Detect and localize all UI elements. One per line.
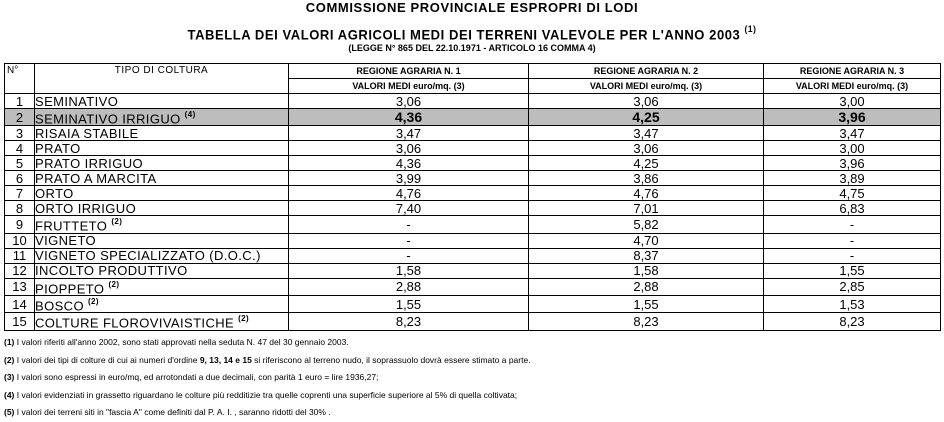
value-region-1: - xyxy=(289,216,529,233)
crop-note-ref: (2) xyxy=(238,314,250,324)
row-number: 8 xyxy=(5,201,35,216)
footnote-id: (4) xyxy=(4,389,15,400)
crop-type xyxy=(35,313,289,330)
table-row xyxy=(5,278,941,295)
table-row xyxy=(5,263,941,278)
table-row xyxy=(5,313,941,330)
table-title xyxy=(33,26,911,44)
crop-note-ref: (2) xyxy=(108,279,120,289)
commission-title: COMMISSIONE PROVINCIALE ESPROPRI DI LODI xyxy=(305,0,639,15)
footnote-3 xyxy=(4,369,940,387)
value-region-1: 4,36 xyxy=(289,156,529,171)
crop-type xyxy=(35,141,289,156)
row-number: 2 xyxy=(5,109,35,126)
footnote-text: I valori dei terreni siti in "fascia A" come definiti dal P. A. I. , saranno ridotti del 30% . xyxy=(16,407,331,417)
crop-type-label: COLTURE FLOROVIVAISTICHE xyxy=(35,315,235,331)
value-region-2: 5,82 xyxy=(529,216,764,233)
table-row xyxy=(5,141,941,156)
value-region-3: 3,00 xyxy=(764,94,941,109)
table-row xyxy=(5,171,941,186)
crop-type-label: PRATO IRRIGUO xyxy=(35,155,144,171)
table-row xyxy=(5,94,941,109)
title-note-ref: (1) xyxy=(744,24,757,34)
row-number: 9 xyxy=(5,216,35,233)
value-region-2: 3,06 xyxy=(529,94,764,109)
table-row xyxy=(5,216,941,233)
table-title-text: TABELLA DEI VALORI AGRICOLI MEDI DEI TERRENI VALEVOLE PER L'ANNO 2003 xyxy=(187,26,741,43)
crop-type xyxy=(35,186,289,201)
value-region-3: 3,96 xyxy=(764,109,941,126)
value-region-1: - xyxy=(289,248,529,263)
value-region-1: 4,36 xyxy=(289,109,529,126)
value-region-2: 3,06 xyxy=(529,141,764,156)
value-header-region-2: VALORI MEDI euro/mq. (3) xyxy=(529,79,764,94)
crop-type-label: RISAIA STABILE xyxy=(35,125,139,141)
table-row xyxy=(5,295,941,312)
value-region-2: 4,25 xyxy=(529,156,764,171)
value-region-3: 3,96 xyxy=(764,156,941,171)
value-region-1: - xyxy=(289,233,529,248)
footnote-text: I valori riferiti all'anno 2002, sono stati approvati nella seduta N. 47 del 30 gennaio 2003. xyxy=(16,337,349,347)
value-region-1: 3,06 xyxy=(289,94,529,109)
crop-type xyxy=(35,248,289,263)
crop-type xyxy=(35,201,289,216)
law-reference: (LEGGE N° 865 DEL 22.10.1971 - ARTICOLO 16 COMMA 4) xyxy=(348,43,596,53)
value-region-1: 1,58 xyxy=(289,263,529,278)
col-header-crop-type: TIPO DI COLTURA xyxy=(35,64,289,94)
value-region-1: 3,99 xyxy=(289,171,529,186)
value-region-2: 8,23 xyxy=(529,313,764,330)
value-region-2: 1,58 xyxy=(529,263,764,278)
footnote-1 xyxy=(4,334,940,352)
crop-note-ref: (4) xyxy=(184,110,196,119)
crop-type xyxy=(35,263,289,278)
value-region-3: - xyxy=(764,233,941,248)
footnote-text: I valori evidenziati in grassetto riguardano le colture più redditizie tra quelle coprenti una superficie superiore al 5% di quella coltivata; xyxy=(16,389,518,400)
footnote-id: (2) xyxy=(4,354,15,365)
value-region-1: 1,55 xyxy=(289,295,529,312)
value-region-3: 8,23 xyxy=(764,313,941,330)
value-region-3: 3,00 xyxy=(764,141,941,156)
row-number: 7 xyxy=(5,186,35,201)
row-number: 3 xyxy=(5,126,35,141)
footnote-id: (3) xyxy=(4,372,15,382)
value-region-2: 7,01 xyxy=(529,201,764,216)
col-header-region-1: REGIONE AGRARIA N. 1 xyxy=(289,64,529,79)
table-row xyxy=(5,126,941,141)
value-region-1: 2,88 xyxy=(289,278,529,295)
crop-type xyxy=(35,109,289,126)
row-number: 11 xyxy=(5,248,35,263)
value-region-2: 4,76 xyxy=(529,186,764,201)
row-number: 12 xyxy=(5,263,35,278)
value-region-1: 4,76 xyxy=(289,186,529,201)
footnote-2 xyxy=(4,352,940,370)
value-region-3: - xyxy=(764,248,941,263)
value-region-3: 6,83 xyxy=(764,201,941,216)
table-row xyxy=(5,156,941,171)
footnote-id: (5) xyxy=(4,407,15,417)
value-region-2: 3,86 xyxy=(529,171,764,186)
value-region-2: 4,70 xyxy=(529,233,764,248)
footnote-text: I valori dei tipi di colture di cui ai numeri d'ordine xyxy=(16,354,200,365)
footnote-text: I valori sono espressi in euro/mq, ed arrotondati a due decimali, con parità 1 euro = lire 1936,27; xyxy=(16,372,379,382)
row-number: 5 xyxy=(5,156,35,171)
value-region-1: 3,47 xyxy=(289,126,529,141)
crop-type-label: ORTO xyxy=(35,185,74,201)
crop-type xyxy=(35,171,289,186)
footnote-text-end: si riferiscono al terreno nudo, il soprassuolo dovrà essere stimato a parte. xyxy=(251,354,531,365)
crop-type xyxy=(35,295,289,312)
value-region-2: 2,88 xyxy=(529,278,764,295)
table-row xyxy=(5,186,941,201)
footnote-4 xyxy=(4,387,940,405)
row-number: 14 xyxy=(5,295,35,312)
table-row-highlighted xyxy=(5,109,941,126)
values-table xyxy=(4,63,941,331)
value-region-2: 4,25 xyxy=(529,109,764,126)
value-region-3: 3,89 xyxy=(764,171,941,186)
col-header-region-2: REGIONE AGRARIA N. 2 xyxy=(529,64,764,79)
table-row xyxy=(5,201,941,216)
value-region-2: 1,55 xyxy=(529,295,764,312)
value-region-1: 3,06 xyxy=(289,141,529,156)
value-header-region-3: VALORI MEDI euro/mq. (3) xyxy=(764,79,941,94)
crop-type-label: INCOLTO PRODUTTIVO xyxy=(35,263,188,279)
footnote-bold: 9, 13, 14 e 15 xyxy=(199,354,252,365)
crop-type xyxy=(35,216,289,233)
col-header-number: N° xyxy=(5,64,35,94)
crop-type xyxy=(35,278,289,295)
row-number: 13 xyxy=(5,278,35,295)
crop-type-label: FRUTTETO xyxy=(35,218,108,234)
crop-type-label: PIOPPETO xyxy=(35,280,105,296)
crop-type xyxy=(35,126,289,141)
value-region-1: 7,40 xyxy=(289,201,529,216)
value-region-2: 3,47 xyxy=(529,126,764,141)
row-number: 1 xyxy=(5,94,35,109)
col-header-region-3: REGIONE AGRARIA N. 3 xyxy=(764,64,941,79)
value-region-2: 8,37 xyxy=(529,248,764,263)
row-number: 4 xyxy=(5,141,35,156)
crop-type-label: SEMINATIVO IRRIGUO xyxy=(35,111,181,126)
crop-type-label: VIGNETO xyxy=(35,233,97,249)
value-region-1: 8,23 xyxy=(289,313,529,330)
row-number: 15 xyxy=(5,313,35,330)
footnote-5 xyxy=(4,404,940,422)
row-number: 10 xyxy=(5,233,35,248)
value-region-3: 2,85 xyxy=(764,278,941,295)
crop-note-ref: (2) xyxy=(87,296,99,306)
crop-type-label: PRATO xyxy=(35,140,81,156)
table-row xyxy=(5,248,941,263)
row-number: 6 xyxy=(5,171,35,186)
footnote-id: (1) xyxy=(4,337,15,347)
crop-note-ref: (2) xyxy=(111,217,123,227)
crop-type-label: SEMINATIVO xyxy=(35,93,119,109)
value-header-region-1: VALORI MEDI euro/mq. (3) xyxy=(289,79,529,94)
value-region-3: 1,53 xyxy=(764,295,941,312)
footnotes xyxy=(4,334,940,422)
crop-type-label: VIGNETO SPECIALIZZATO (D.O.C.) xyxy=(35,248,261,264)
crop-type-label: BOSCO xyxy=(35,298,84,313)
crop-type xyxy=(35,94,289,109)
crop-type xyxy=(35,156,289,171)
value-region-3: - xyxy=(764,216,941,233)
crop-type-label: PRATO A MARCITA xyxy=(35,170,157,186)
crop-type-label: ORTO IRRIGUO xyxy=(35,200,137,216)
value-region-3: 4,75 xyxy=(764,186,941,201)
crop-type xyxy=(35,233,289,248)
value-region-3: 3,47 xyxy=(764,126,941,141)
value-region-3: 1,55 xyxy=(764,263,941,278)
table-row xyxy=(5,233,941,248)
